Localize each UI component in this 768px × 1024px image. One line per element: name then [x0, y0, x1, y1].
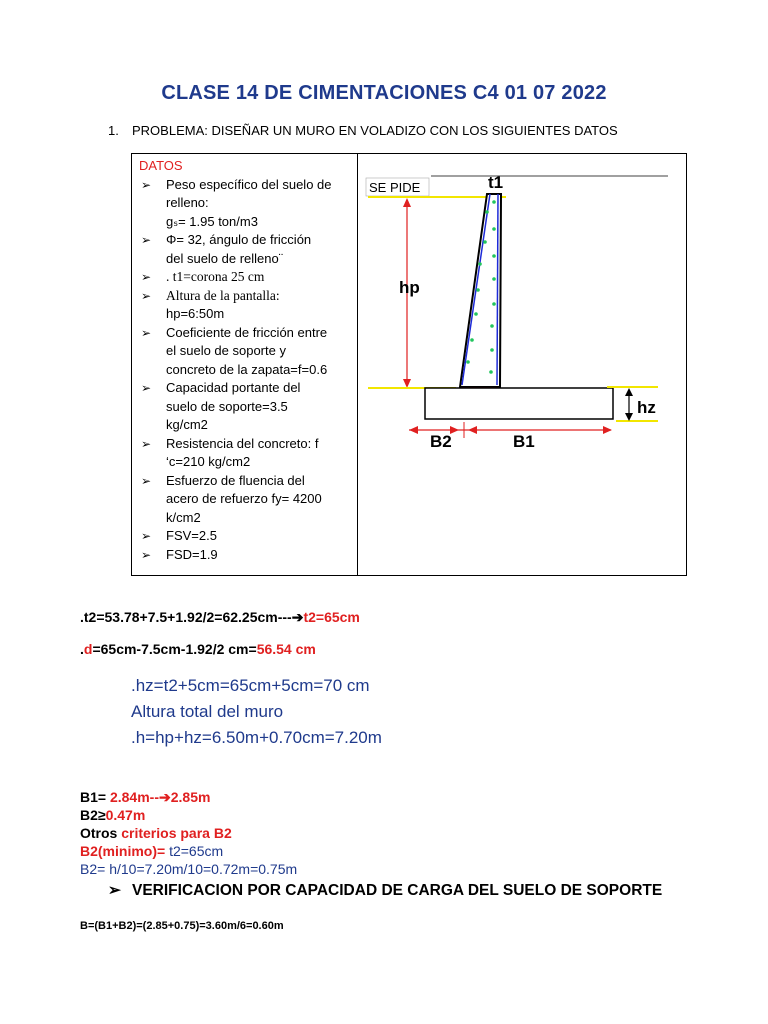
calc-t2-text: .t2=53.78+7.5+1.92/2=62.25cm--- [80, 609, 292, 625]
datos-item [139, 379, 353, 435]
arrow-icon: ➔ [159, 789, 171, 805]
datos-item-line: Capacidad portante del [166, 380, 301, 395]
datos-item [139, 287, 353, 324]
arrow-bullet-icon: ➢ [141, 547, 152, 562]
b1-result: 2.85m [170, 789, 211, 805]
problem-text: PROBLEMA: DISEÑAR UN MURO EN VOLADIZO CON LOS SIGUIENTES DATOS [132, 123, 618, 138]
datos-item-line: suelo de soporte=3.5 [166, 398, 288, 414]
b1-prefix: B1= [80, 789, 110, 805]
arrow-bullet-icon: ➢ [141, 233, 152, 247]
datos-item [139, 546, 353, 565]
arrow-bullet-icon: ➢ [141, 325, 152, 340]
arrow-icon: ➔ [291, 609, 304, 625]
b2-value: 0.47m [105, 807, 146, 823]
datos-item-line: Esfuerzo de fluencia del [166, 472, 305, 488]
datos-item-line: ‘c=210 kg/cm2 [166, 454, 251, 469]
b1-line [80, 789, 210, 806]
problem-number: 1. [108, 123, 119, 138]
rebar-line-right [497, 194, 498, 385]
total-height-label: Altura total del muro [131, 702, 284, 721]
arrow-bullet-icon: ➢ [141, 381, 152, 395]
datos-item [139, 231, 353, 268]
datos-item-line: kg/cm2 [166, 417, 208, 432]
b-formula: B=(B1+B2)=(2.85+0.75)=3.60m/6=0.60m [80, 920, 284, 932]
datos-item-line: FSD=1.9 [166, 546, 218, 562]
arrow-bullet-icon: ➢ [141, 177, 152, 192]
datos-item-extra: gₛ= 1.95 ton/m3 [166, 213, 258, 229]
calc-hz: .hz=t2+5cm=65cm+5cm=70 cm [131, 676, 370, 695]
datos-column [139, 157, 353, 564]
datos-item-line: Resistencia del concreto: f [166, 435, 319, 451]
problem-statement [108, 123, 618, 138]
arrow-bullet-icon: ➢ [141, 270, 152, 284]
datos-item-line: acero de refuerzo fy= 4200 [166, 491, 322, 506]
datos-item-line: hp=6:50m [166, 306, 225, 321]
otros-line [80, 825, 232, 841]
calc-t2 [80, 609, 360, 626]
arrow-bullet-icon: ➢ [108, 882, 121, 899]
calc-d-result: 56.54 cm [256, 641, 316, 657]
datos-item-line: relleno: [166, 195, 209, 210]
datos-item-line: el suelo de soporte y [166, 343, 286, 358]
datos-list [139, 176, 353, 565]
b2-line [80, 807, 145, 823]
b1-label: B1 [513, 432, 535, 451]
hp-label: hp [399, 278, 420, 297]
calc-d-var: d [83, 641, 93, 657]
arrow-bullet-icon: ➢ [141, 288, 152, 303]
datos-item-line: FSV=2.5 [166, 528, 217, 543]
calc-d [80, 641, 316, 657]
b2-min-value: t2=65cm [169, 843, 224, 859]
wall-diagram [358, 154, 687, 575]
arrow-bullet-icon: ➢ [141, 436, 152, 451]
b2-min-label: B2(minimo)= [80, 843, 170, 859]
otros-text: criterios para B2 [121, 825, 232, 841]
data-table [131, 153, 687, 576]
b2-min-line [80, 843, 223, 859]
hz-label: hz [637, 398, 656, 417]
arrow-bullet-icon: ➢ [141, 529, 152, 543]
datos-item-line: Coeficiente de fricción entre [166, 324, 328, 340]
calc-h: .h=hp+hz=6.50m+0.70cm=7.20m [131, 728, 382, 747]
datos-item [139, 527, 353, 546]
datos-item-line: k/cm2 [166, 509, 201, 525]
datos-item [139, 435, 353, 472]
datos-item-line: . t1=corona 25 cm [166, 269, 265, 284]
datos-header: DATOS [139, 158, 183, 173]
calc-d-text: =65cm-7.5cm-1.92/2 cm= [92, 641, 257, 657]
datos-item [139, 324, 353, 380]
otros-prefix: Otros [80, 825, 122, 841]
page-title: CLASE 14 DE CIMENTACIONES C4 01 07 2022 [161, 82, 607, 104]
calc-d-dot: . [80, 641, 84, 657]
se-pide-label: SE PIDE [369, 180, 421, 195]
datos-item-line: Altura de la pantalla: [166, 287, 280, 303]
datos-item-line: del suelo de relleno¨ [166, 250, 284, 266]
calc-t2-result: t2=65cm [303, 609, 360, 625]
verification-text: VERIFICACION POR CAPACIDAD DE CARGA DEL SUELO DE SOPORTE [132, 882, 663, 899]
datos-item-line: Peso específico del suelo de [166, 176, 332, 192]
datos-item-line: Φ= 32, ángulo de fricción [166, 232, 312, 247]
verification-heading [108, 881, 662, 900]
b2-label: B2 [430, 432, 452, 451]
footing [425, 388, 613, 419]
datos-item-line: concreto de la zapata=f=0.6 [166, 361, 328, 377]
datos-item [139, 472, 353, 528]
b2-h10-line: B2= h/10=7.20m/10=0.72m=0.75m [80, 861, 298, 877]
t1-label: t1 [488, 173, 504, 192]
datos-item [139, 268, 353, 287]
arrow-bullet-icon: ➢ [141, 473, 152, 488]
b1-value: 2.84m-- [109, 789, 159, 805]
datos-item [139, 176, 353, 232]
b2-prefix: B2≥ [80, 807, 106, 823]
